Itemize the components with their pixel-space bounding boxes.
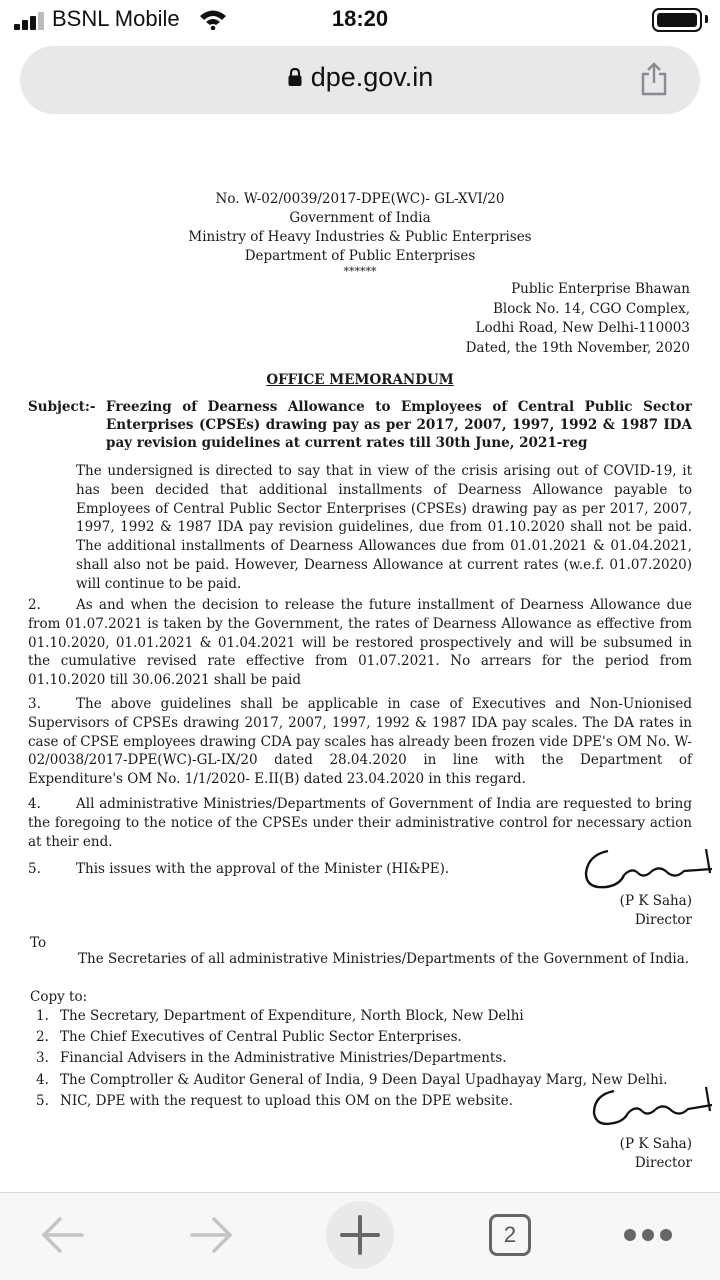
address-line: Public Enterprise Bhawan bbox=[511, 281, 690, 297]
status-bar bbox=[0, 0, 720, 40]
battery-tip bbox=[705, 15, 708, 23]
header-separator: ****** bbox=[343, 265, 377, 278]
url-text[interactable]: dpe.gov.in bbox=[310, 62, 434, 92]
paragraph-number: 4. bbox=[28, 796, 41, 812]
subject-text: Freezing of Dearness Allowance to Employees of Central Public Sector Enterprises (CPSEs) drawing pay as per 2017, 2007, 1997, 1992 & 1987 IDA pay revision guidelines at current rates till 30th June, 2021-reg bbox=[106, 399, 692, 451]
signature-block bbox=[620, 892, 692, 930]
back-arrow-icon[interactable] bbox=[34, 1205, 90, 1265]
copy-to-label: Copy to: bbox=[30, 989, 88, 1005]
subject-label: Subject:- bbox=[28, 399, 96, 415]
tab-count[interactable]: 2 bbox=[489, 1214, 531, 1256]
paragraph-number: 5. bbox=[28, 861, 41, 877]
to-recipients: The Secretaries of all administrative Ministries/Departments of the Government of India. bbox=[78, 951, 690, 967]
signatory-title: Director bbox=[634, 1155, 692, 1171]
browser-toolbar bbox=[0, 1192, 720, 1280]
lock-icon bbox=[287, 63, 303, 94]
list-item: 4. The Comptroller & Auditor General of India, 9 Deen Dayal Upadhayay Marg, New Delhi. bbox=[36, 1071, 668, 1088]
list-item: 2. The Chief Executives of Central Public Sector Enterprises. bbox=[36, 1029, 462, 1046]
document-header bbox=[0, 190, 720, 278]
department-name: Department of Public Enterprises bbox=[244, 248, 476, 264]
list-item: 1. The Secretary, Department of Expenditure, North Block, New Delhi bbox=[36, 1008, 524, 1024]
signature-block bbox=[620, 1135, 692, 1173]
address-bar[interactable] bbox=[20, 46, 700, 114]
carrier-name: BSNL Mobile bbox=[52, 6, 180, 31]
paragraph-4-text: All administrative Ministries/Departments of Government of India are requested to bring the foregoing to the notice of the CPSEs under their administrative control for necessary action at their end. bbox=[28, 796, 692, 850]
signatory-name: (P K Saha) bbox=[619, 893, 692, 909]
tabs-icon[interactable] bbox=[488, 1205, 532, 1265]
paragraph-number: 2. bbox=[28, 597, 41, 613]
paragraph-3 bbox=[28, 695, 692, 789]
list-item: 3. Financial Advisers in the Administrative Ministries/Departments. bbox=[36, 1050, 507, 1067]
ministry-name: Ministry of Heavy Industries & Public Enterprises bbox=[188, 229, 532, 245]
list-item: 5. NIC, DPE with the request to upload this OM on the DPE website. bbox=[36, 1092, 513, 1109]
status-time: 18:20 bbox=[331, 6, 389, 31]
battery-icon bbox=[652, 8, 702, 32]
paragraph-2-text: As and when the decision to release the future installment of Dearness Allowance due from 01.07.2021 is taken by the Government, the rates of Dearness Allowance as effective from 01.10.2020, 01.01.2021 & 01.04.2021 will be restored prospectively and will be subsumed in the cumulative revised rate effective from 01.07.2021. No arrears for the period from 01.10.2020 till 30.06.2021 shall be paid bbox=[28, 597, 692, 689]
paragraph-1 bbox=[28, 462, 692, 594]
paragraph-4 bbox=[28, 795, 692, 851]
address-line: Lodhi Road, New Delhi-110003 bbox=[475, 320, 690, 336]
subject-block bbox=[28, 398, 692, 452]
more-dots-icon[interactable] bbox=[616, 1205, 680, 1265]
plus-icon[interactable] bbox=[326, 1201, 394, 1269]
paragraph-3-text: The above guidelines shall be applicable in case of Executives and Non-Unionised Supervisors of CPSEs drawing 2017, 2007, 1997, 1992 & 1987 IDA pay scales. The DA rates in case of CPSE employees drawing CDA pay scales has already been frozen vide DPE's OM No. W-02/0038/2017-DPE(WC)-GL-IX/20 dated 28.04.2020 in line with the Department of Expenditure's OM No. 1/1/2020- E.II(B) dated 23.04.2020 in this regard. bbox=[28, 696, 692, 788]
share-icon[interactable] bbox=[640, 62, 668, 101]
document-page bbox=[0, 140, 720, 1190]
signatory-title: Director bbox=[634, 912, 692, 928]
paragraph-5-text: This issues with the approval of the Minister (HI&PE). bbox=[76, 861, 450, 877]
paragraph-5 bbox=[28, 860, 468, 879]
memo-title: OFFICE MEMORANDUM bbox=[266, 372, 454, 388]
date-line: Dated, the 19th November, 2020 bbox=[465, 339, 690, 356]
signature-mark bbox=[588, 1085, 718, 1139]
paragraph-2 bbox=[28, 596, 692, 690]
forward-arrow-icon[interactable] bbox=[184, 1205, 240, 1265]
address-block bbox=[466, 280, 690, 358]
address-line: Block No. 14, CGO Complex, bbox=[492, 300, 690, 317]
to-label: To bbox=[30, 935, 47, 951]
paragraph-number: 3. bbox=[28, 696, 41, 712]
signatory-name: (P K Saha) bbox=[619, 1136, 692, 1152]
om-number: No. W-02/0039/2017-DPE(WC)- GL-XVI/20 bbox=[215, 191, 505, 207]
paragraph-1-text: The undersigned is directed to say that in view of the crisis arising out of COVID-19, it has been decided that additional installments of Dearness Allowance payable to Employees of Central Public Sector Enterprises (CPSEs) drawing pay as per 2017, 2007, 1997, 1992 & 1987 IDA pay revision guidelines, due from 01.10.2020 shall not be paid. The additional installments of Dearness Allowances due from 01.01.2021 & 01.04.2021, shall also not be paid. However, Dearness Allowance at current rates (w.e.f. 01.07.2020) will continue to be paid. bbox=[76, 463, 692, 592]
government-name: Government of India bbox=[289, 210, 431, 226]
